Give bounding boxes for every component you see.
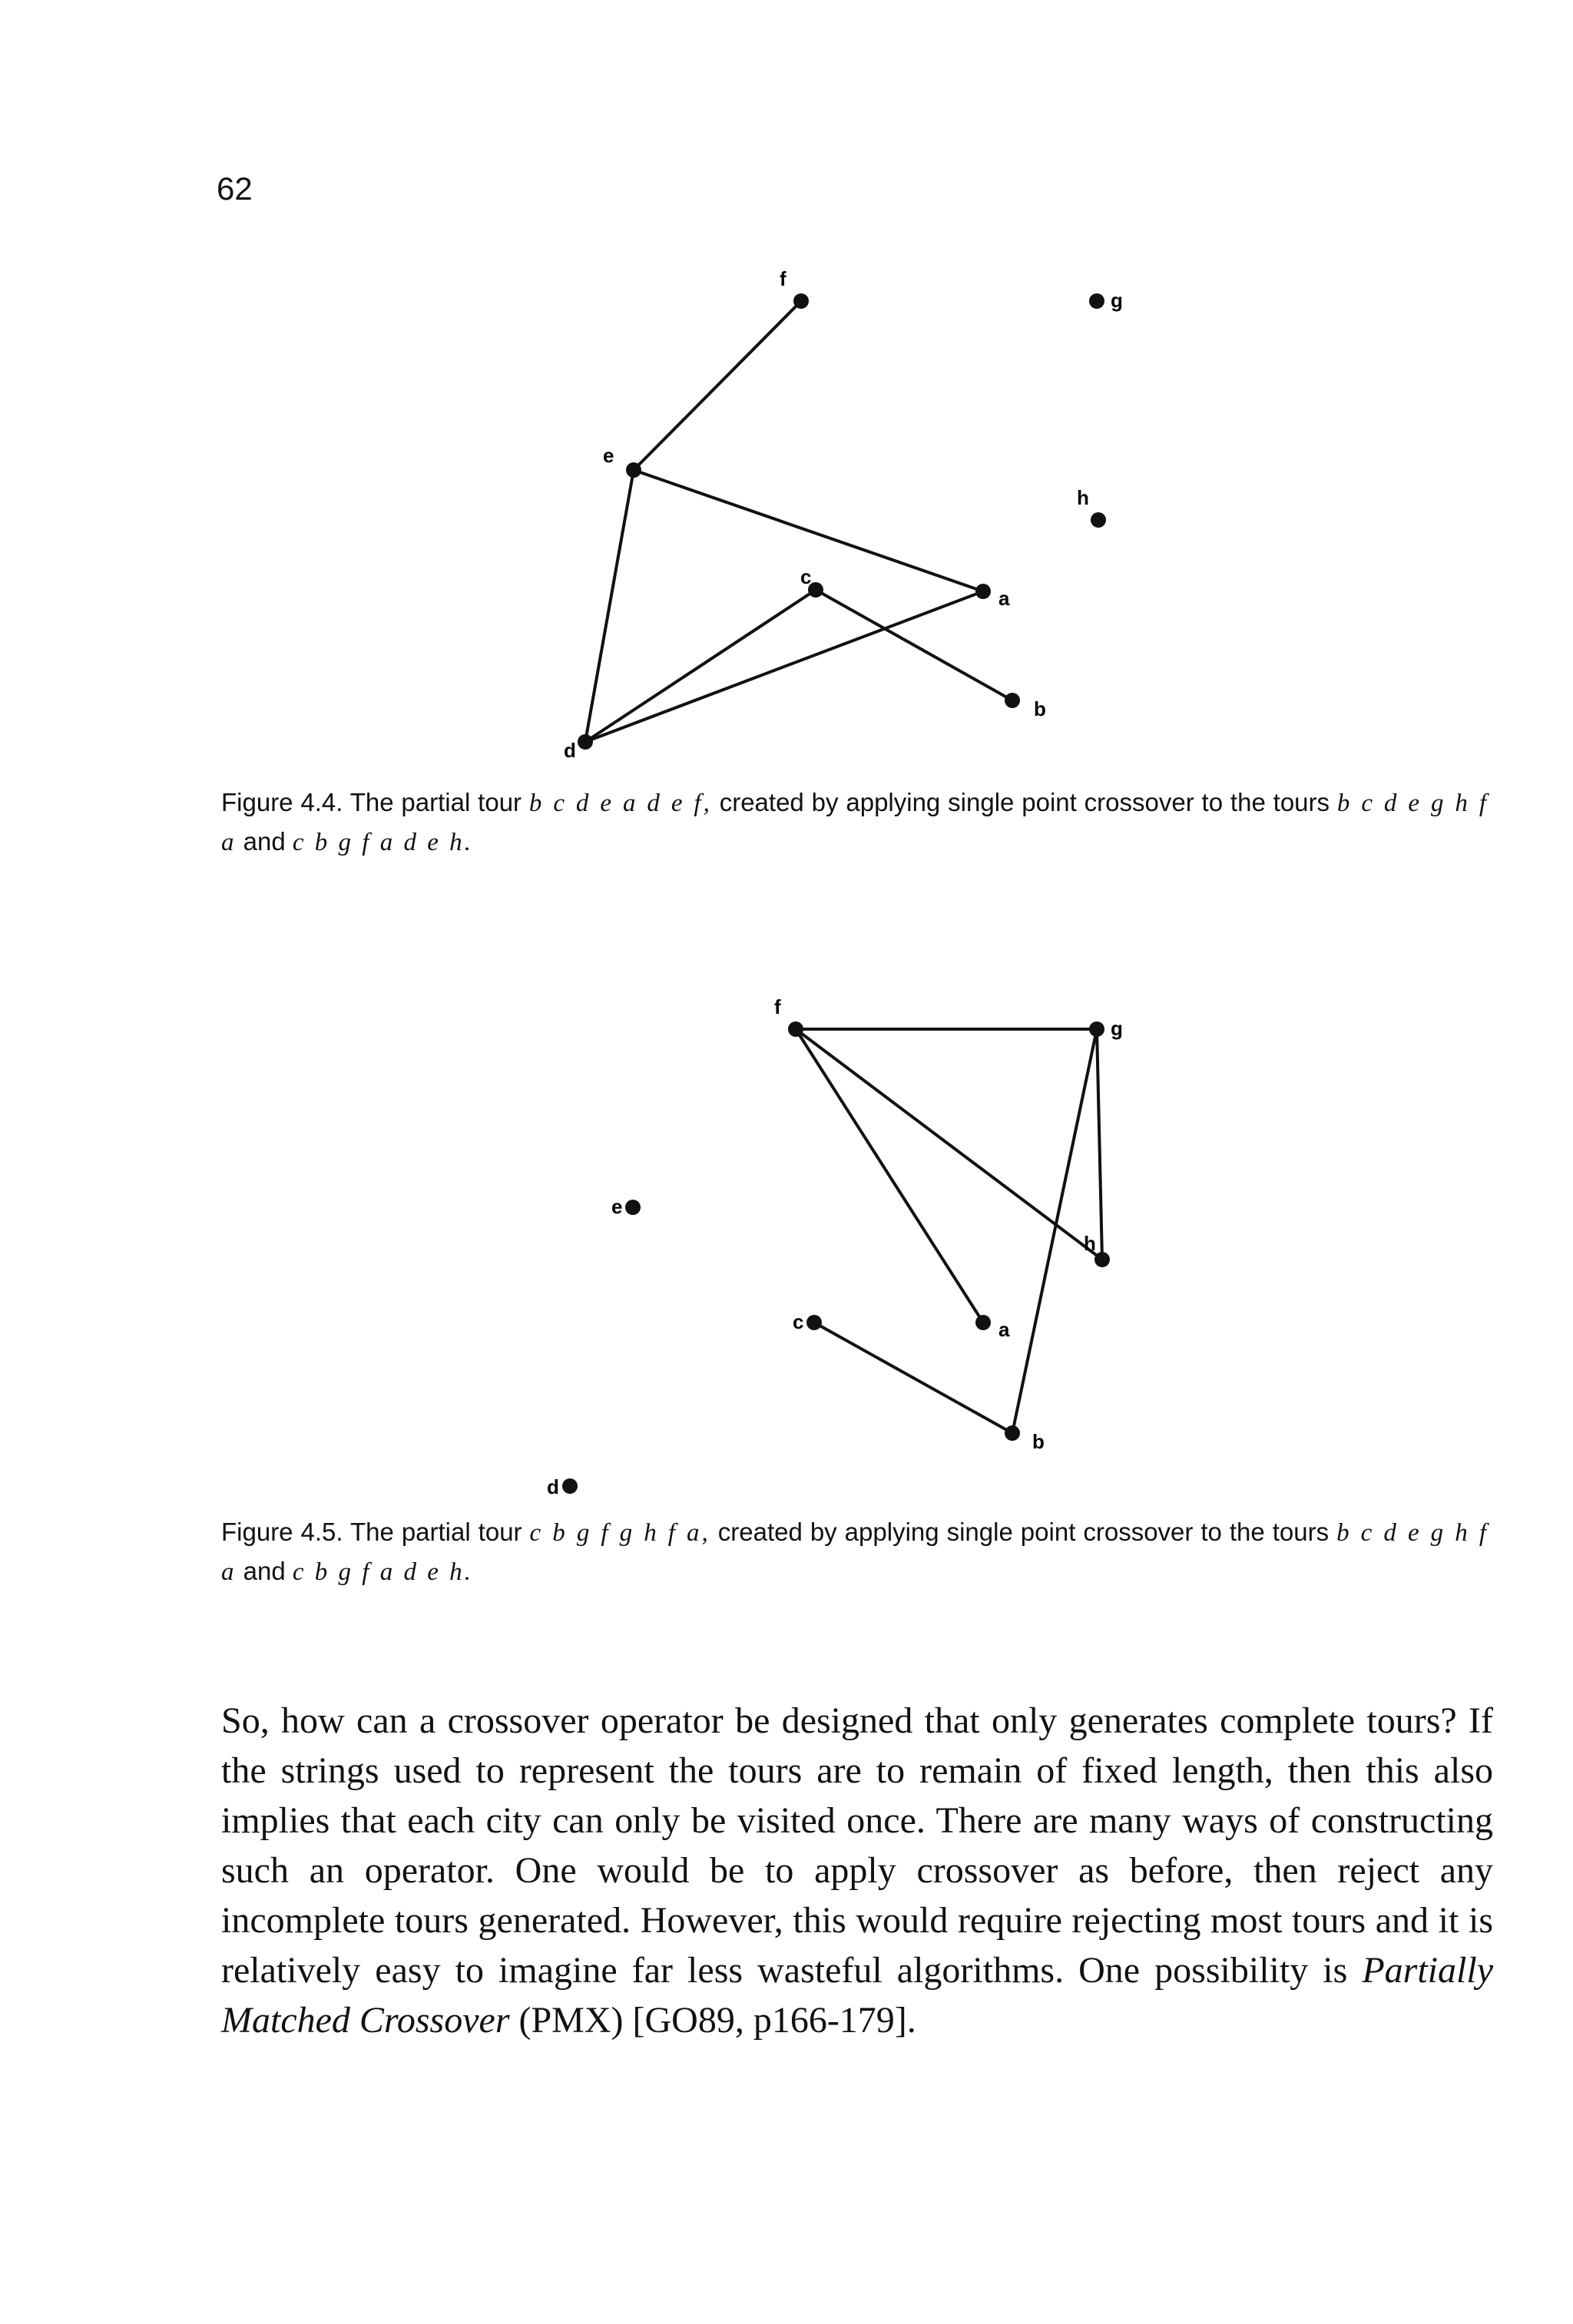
node-label-h: h — [1077, 486, 1089, 509]
caption-parent-1: b c d e g h f a — [221, 790, 1489, 856]
node-g — [1089, 293, 1104, 309]
edge-g-h — [1097, 1029, 1102, 1260]
figure-4-5 — [0, 960, 1573, 1498]
caption-prefix: Figure 4.5. The partial tour — [221, 1518, 530, 1546]
node-g — [1089, 1021, 1104, 1037]
body-text-before: So, how can a crossover operator be designed that only generates complete tours? If the strings used to represent the tours are to remain of fixed length, then this also implies that each city can only be visited once. There are many ways of constructing such an operator. One would be to apply crossover as before, then reject any incomplete tours generated. However, this would require rejecting most tours and it is relatively easy to imagine far less wasteful algorithms. One possibility is — [221, 1700, 1493, 1991]
figure-4-4-diagram — [0, 0, 1573, 768]
edge-f-a — [796, 1029, 983, 1323]
node-b — [1005, 1425, 1020, 1441]
node-label-e: e — [603, 444, 614, 467]
edge-f-e — [634, 301, 801, 470]
node-label-d: d — [564, 739, 576, 762]
edge-c-b — [814, 1323, 1012, 1433]
caption-and: and — [236, 827, 293, 856]
node-label-f: f — [780, 267, 786, 290]
body-paragraph — [221, 1696, 1493, 2045]
node-c — [806, 1315, 822, 1330]
node-f — [788, 1021, 803, 1037]
caption-tour: b c d e a d e f, — [528, 790, 712, 817]
node-f — [793, 293, 809, 309]
caption-parent-2: c b g f a d e h. — [292, 1558, 473, 1586]
node-label-h: h — [1084, 1232, 1096, 1255]
figure-4-4-caption — [221, 783, 1489, 862]
node-a — [975, 1315, 991, 1330]
edge-d-c — [585, 590, 816, 742]
node-label-c: c — [793, 1310, 804, 1333]
node-label-b: b — [1032, 1430, 1045, 1453]
figure-4-5-caption — [221, 1513, 1489, 1591]
caption-middle: created by applying single point crossover to the tours — [711, 788, 1337, 816]
caption-parent-2: c b g f a d e h. — [292, 829, 473, 856]
edge-d-a — [585, 591, 983, 742]
edge-g-b — [1012, 1029, 1097, 1433]
caption-and: and — [236, 1557, 293, 1585]
node-label-b: b — [1034, 697, 1046, 720]
node-label-d: d — [547, 1475, 559, 1498]
node-e — [626, 462, 641, 478]
node-d — [578, 734, 593, 750]
body-emphasis: Partially Matched Crossover — [221, 1950, 1493, 2041]
node-label-f: f — [774, 995, 781, 1018]
caption-middle: created by applying single point crossover to the tours — [710, 1518, 1337, 1546]
body-text-after: (PMX) [GO89, p166-179]. — [509, 2000, 916, 2041]
node-b — [1005, 693, 1020, 708]
caption-parent-1: b c d e g h f a — [221, 1519, 1489, 1586]
caption-tour: c b g f g h f a, — [529, 1519, 710, 1547]
page-number: 62 — [217, 170, 253, 207]
node-e — [625, 1200, 641, 1215]
node-label-g: g — [1111, 1017, 1123, 1040]
node-a — [975, 584, 991, 599]
node-label-c: c — [800, 565, 812, 588]
caption-prefix: Figure 4.4. The partial tour — [221, 788, 529, 816]
node-d — [562, 1478, 578, 1494]
node-label-a: a — [998, 587, 1010, 610]
node-label-a: a — [998, 1318, 1010, 1341]
node-h — [1091, 512, 1106, 528]
node-h — [1094, 1252, 1110, 1267]
figure-4-5-diagram — [0, 960, 1573, 1498]
node-label-g: g — [1111, 289, 1123, 312]
edge-e-d — [585, 470, 634, 742]
node-label-e: e — [611, 1195, 623, 1218]
